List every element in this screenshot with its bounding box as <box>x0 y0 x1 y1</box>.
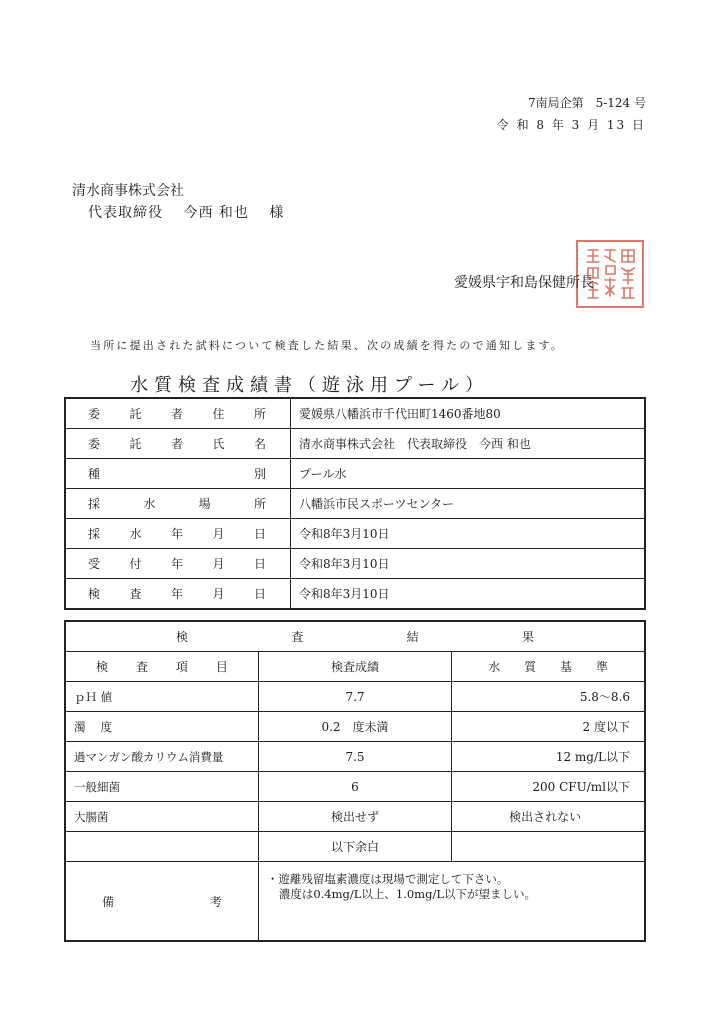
notice-text: 当所に提出された試料について検査した結果、次の成績を得たので通知します。 <box>90 339 565 352</box>
column-header-standard: 水質基準 <box>452 652 645 682</box>
info-label: 受付年月日 <box>65 549 291 579</box>
test-item: 濁 度 <box>65 712 258 742</box>
test-item: 大腸菌 <box>65 802 258 832</box>
test-result: 0.2 度未満 <box>258 712 451 742</box>
issuer-name: 愛媛県宇和島保健所長 <box>454 275 594 291</box>
info-table <box>64 397 646 610</box>
info-value: 令和8年3月10日 <box>291 519 646 549</box>
info-value: 愛媛県八幡浜市千代田町1460番地80 <box>291 398 646 429</box>
info-value: 八幡浜市民スポーツセンター <box>291 489 646 519</box>
test-result: 7.5 <box>258 742 451 772</box>
section-header-row <box>65 621 645 652</box>
remarks-text <box>258 862 645 942</box>
test-standard: 検出されない <box>452 802 645 832</box>
remarks-line: 濃度は0.4mg/L以上、1.0mg/L以下が望ましい。 <box>278 887 536 901</box>
document-number: 7南局企第 5-124 号 <box>527 96 646 110</box>
section-header: 検査結果 <box>65 621 645 652</box>
table-row <box>65 742 645 772</box>
blank-cell <box>65 832 258 862</box>
column-header-result: 検査成績 <box>258 652 451 682</box>
info-value: プール水 <box>291 459 646 489</box>
issue-date: 令 和 8 年 3 月 13 日 <box>496 118 646 132</box>
test-standard: 200 CFU/ml以下 <box>452 772 645 802</box>
info-label: 検査年月日 <box>65 579 291 610</box>
table-row <box>65 489 645 519</box>
test-item: 過マンガン酸カリウム消費量 <box>65 742 258 772</box>
test-result: 検出せず <box>258 802 451 832</box>
test-standard: 5.8～8.6 <box>452 682 645 712</box>
table-row <box>65 772 645 802</box>
table-row <box>65 682 645 712</box>
table-row <box>65 802 645 832</box>
test-item: 一般細菌 <box>65 772 258 802</box>
info-label: 採水年月日 <box>65 519 291 549</box>
test-result: 7.7 <box>258 682 451 712</box>
test-standard: 2 度以下 <box>452 712 645 742</box>
table-row <box>65 519 645 549</box>
blank-note: 以下余白 <box>258 832 451 862</box>
info-label: 種別 <box>65 459 291 489</box>
info-value: 令和8年3月10日 <box>291 549 646 579</box>
test-standard: 12 mg/L以下 <box>452 742 645 772</box>
test-item: ｐＨ 値 <box>65 682 258 712</box>
test-result: 6 <box>258 772 451 802</box>
table-row <box>65 712 645 742</box>
recipient-representative: 代表取締役 今西 和也 様 <box>88 205 285 221</box>
table-row <box>65 579 645 610</box>
info-value: 令和8年3月10日 <box>291 579 646 610</box>
info-value: 清水商事株式会社 代表取締役 今西 和也 <box>291 429 646 459</box>
remarks-label: 備考 <box>65 862 258 942</box>
table-row <box>65 549 645 579</box>
remarks-line: ・遊離残留塩素濃度は現場で測定して下さい。 <box>266 872 509 886</box>
table-row <box>65 429 645 459</box>
results-table <box>64 620 646 942</box>
table-row <box>65 398 645 429</box>
column-header-item: 検査項目 <box>65 652 258 682</box>
info-label: 委託者氏名 <box>65 429 291 459</box>
info-label: 採水場所 <box>65 489 291 519</box>
blank-row <box>65 832 645 862</box>
document-title: 水質検査成績書（遊泳用プール） <box>130 375 490 396</box>
recipient-company: 清水商事株式会社 <box>72 183 184 199</box>
column-header-row <box>65 652 645 682</box>
blank-cell <box>452 832 645 862</box>
table-row <box>65 459 645 489</box>
remarks-row <box>65 862 645 942</box>
info-label: 委託者住所 <box>65 398 291 429</box>
